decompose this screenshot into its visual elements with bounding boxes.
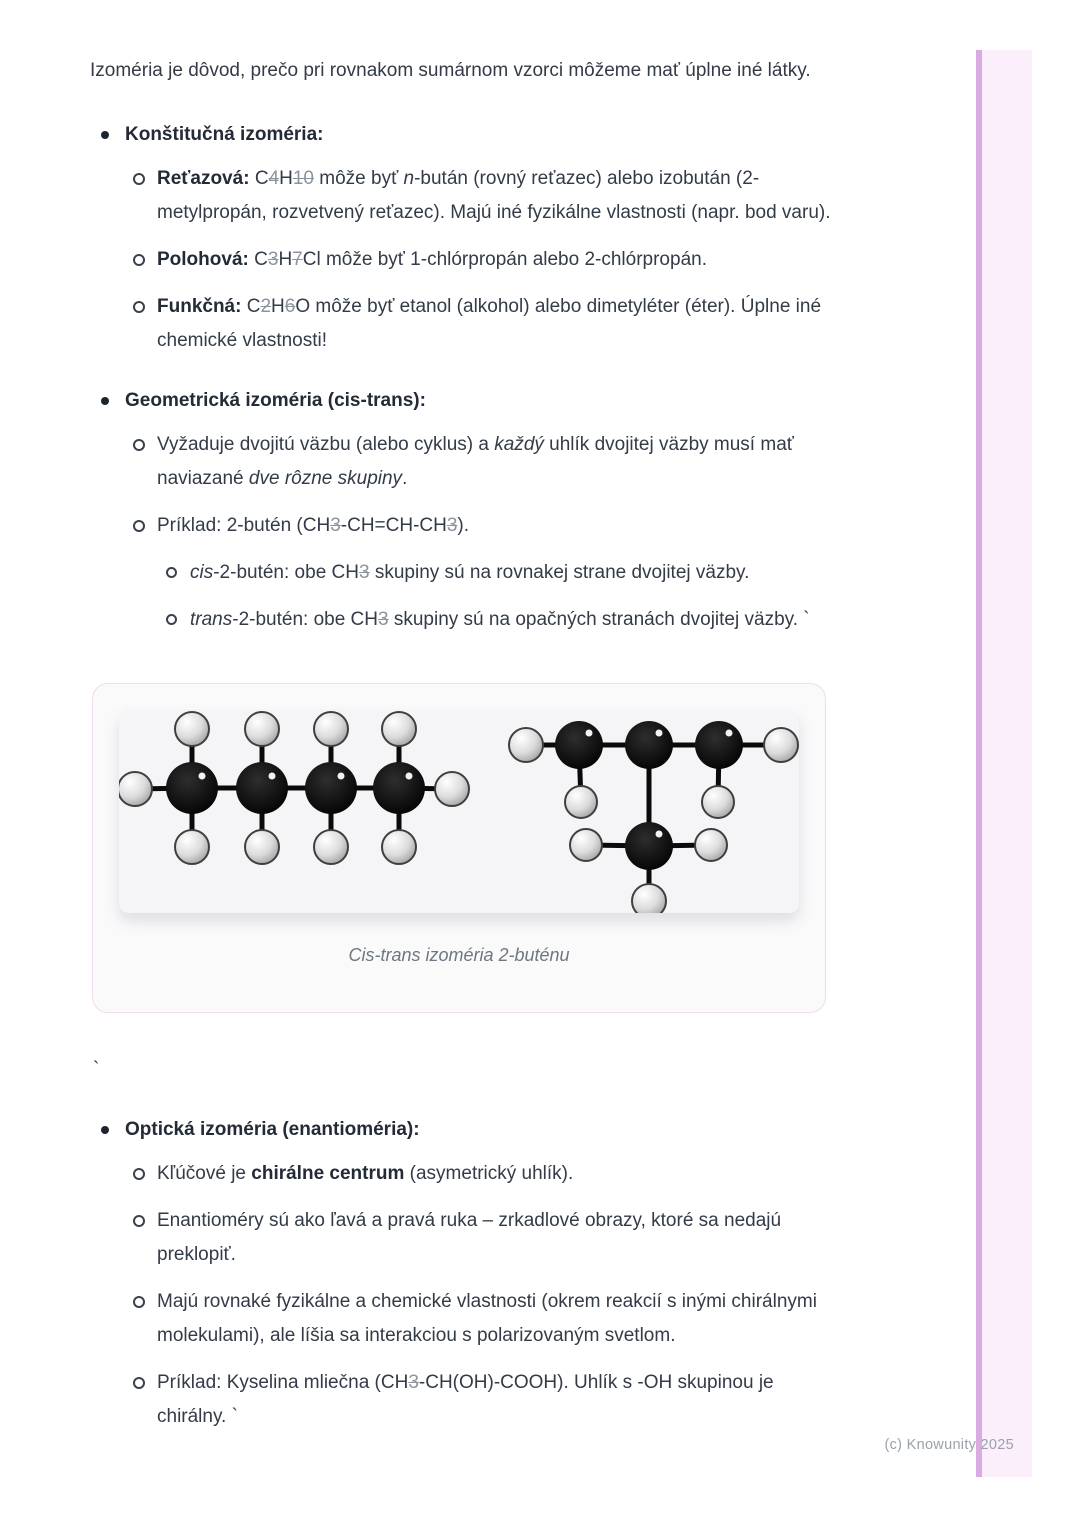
- carbon-atom: [236, 762, 288, 814]
- page-edge-stripe: [976, 50, 1032, 1477]
- carbon-atom: [373, 762, 425, 814]
- hydrogen-atom: [702, 786, 734, 818]
- intro-paragraph: [90, 54, 831, 88]
- list-item-text: [157, 1157, 831, 1191]
- copyright-watermark: (c) Knowunity 2025: [884, 1437, 1014, 1453]
- text-segment: 3: [358, 562, 370, 583]
- list-item: [125, 509, 831, 637]
- specular-highlight: [406, 773, 413, 780]
- list-item-text: [190, 556, 831, 590]
- carbon-atom: [695, 721, 743, 769]
- list-after-figure: [90, 1113, 831, 1434]
- text-segment: Enantioméry sú ako ľavá a pravá ruka – zrkadlové obrazy, ktoré sa nedajú preklopiť.: [157, 1210, 782, 1265]
- list-item: [125, 1366, 831, 1434]
- text-segment: 2: [260, 296, 272, 317]
- specular-highlight: [338, 773, 345, 780]
- bullet-list-level-2: [125, 428, 831, 637]
- molecule-image: [119, 710, 799, 913]
- text-segment: O môže byť etanol (alkohol) alebo dimetyléter (éter). Úplne iné chemické vlastnosti!: [157, 296, 822, 351]
- text-segment: trans: [190, 609, 233, 630]
- text-segment: 3: [408, 1372, 419, 1393]
- isobutane-model: [509, 721, 798, 913]
- text-segment: H: [278, 249, 293, 270]
- text-segment: 3: [446, 515, 458, 536]
- document-content: [90, 54, 831, 1434]
- text-segment: Funkčná:: [157, 296, 247, 317]
- hydrogen-atom: [632, 884, 666, 913]
- text-segment: skupiny sú na opačných stranách dvojitej väzby. `: [388, 609, 810, 630]
- text-segment: -2-butén: obe CH: [232, 609, 378, 630]
- text-segment: Konštitučná izoméria:: [125, 124, 324, 145]
- bullet-list-level-1: [90, 1113, 831, 1434]
- text-segment: dve rôzne skupiny: [248, 468, 403, 489]
- list-before-figure: [90, 118, 831, 637]
- list-item-text: [190, 603, 831, 637]
- list-item: [125, 162, 831, 230]
- hydrogen-atom: [565, 786, 597, 818]
- text-segment: -bután (rovný reťazec) alebo izobután (2-metylpropán, rozvetvený reťazec). Majú iné fyzikálne vlastnosti (napr. bod varu).: [157, 168, 831, 223]
- list-item-text: [157, 1366, 831, 1434]
- text-segment: Optická izoméria (enantioméria):: [125, 1119, 420, 1140]
- list-item: [157, 603, 831, 637]
- text-segment: Príklad: Kyselina mliečna (CH: [157, 1372, 409, 1393]
- specular-highlight: [656, 831, 663, 838]
- molecule-models-svg: [119, 710, 799, 913]
- bullet-list-level-1: [90, 118, 831, 637]
- text-segment: Izoméria je dôvod, prečo pri rovnakom sumárnom vzorci môžeme mať úplne iné látky.: [90, 60, 811, 81]
- text-segment: -CH=CH-CH: [340, 515, 447, 536]
- carbon-atom: [305, 762, 357, 814]
- text-segment: Reťazová:: [157, 168, 255, 189]
- hydrogen-atom: [314, 830, 348, 864]
- text-segment: uhlík dvojitej väzby musí mať naviazané: [157, 434, 794, 489]
- bullet-list-level-2: [125, 162, 831, 358]
- specular-highlight: [586, 730, 593, 737]
- text-segment: 10: [292, 168, 314, 189]
- hydrogen-atom: [314, 712, 348, 746]
- carbon-atom: [166, 762, 218, 814]
- text-segment: 3: [267, 249, 279, 270]
- text-segment: každý: [494, 434, 544, 455]
- hydrogen-atom: [695, 829, 727, 861]
- hydrogen-atom: [175, 830, 209, 864]
- text-segment: Geometrická izoméria (cis-trans):: [125, 390, 426, 411]
- text-segment: .: [402, 468, 408, 489]
- hydrogen-atom: [509, 728, 543, 762]
- list-item: [125, 1204, 831, 1272]
- specular-highlight: [269, 773, 276, 780]
- list-item: [157, 556, 831, 590]
- carbon-atom: [625, 721, 673, 769]
- hydrogen-atom: [570, 829, 602, 861]
- list-item: [125, 1157, 831, 1191]
- list-item-text: [125, 118, 831, 152]
- carbon-atom: [555, 721, 603, 769]
- list-item: [125, 1285, 831, 1353]
- list-item-text: [125, 1113, 831, 1147]
- list-item-text: [157, 428, 831, 496]
- list-item-text: [157, 509, 831, 543]
- text-segment: Majú rovnaké fyzikálne a chemické vlastnosti (okrem reakcií s inými chirálnymi molekulami), ale líšia sa interakciou s polarizovaným svetlom.: [157, 1291, 817, 1346]
- text-segment: C: [254, 168, 269, 189]
- text-segment: Cl môže byť 1-chlórpropán alebo 2-chlórpropán.: [302, 249, 707, 270]
- text-segment: cis: [190, 562, 214, 583]
- text-segment: Vyžaduje dvojitú väzbu (alebo cyklus) a: [157, 434, 495, 455]
- list-item-text: [157, 290, 831, 358]
- text-segment: Príklad: 2-butén (CH: [157, 515, 331, 536]
- text-segment: 6: [284, 296, 296, 317]
- list-item: [125, 243, 831, 277]
- text-segment: H: [279, 168, 293, 189]
- list-item: [125, 290, 831, 358]
- hydrogen-atom: [382, 712, 416, 746]
- figure-card: [92, 683, 826, 1013]
- hydrogen-atom: [245, 830, 279, 864]
- bullet-list-level-2: [125, 1157, 831, 1434]
- list-item-text: [125, 384, 831, 418]
- hydrogen-atom: [245, 712, 279, 746]
- text-segment: C: [254, 249, 268, 270]
- hydrogen-atom: [435, 772, 469, 806]
- text-segment: 7: [292, 249, 303, 270]
- hydrogen-atom: [382, 830, 416, 864]
- specular-highlight: [656, 730, 663, 737]
- list-item-text: [157, 1204, 831, 1272]
- text-segment: 3: [378, 609, 389, 630]
- text-segment: ).: [457, 515, 470, 536]
- text-segment: môže byť: [314, 168, 404, 189]
- text-segment: 3: [330, 515, 341, 536]
- text-segment: chirálne centrum: [251, 1163, 405, 1184]
- text-segment: n: [403, 168, 415, 189]
- text-segment: H: [271, 296, 285, 317]
- bullet-list-level-3: [157, 556, 831, 637]
- list-item-text: [157, 243, 831, 277]
- list-item-text: [157, 1285, 831, 1353]
- hydrogen-atom: [764, 728, 798, 762]
- n-butane-model: [119, 712, 469, 864]
- text-segment: Kľúčové je: [157, 1163, 252, 1184]
- text-segment: C: [246, 296, 261, 317]
- text-segment: -2-butén: obe CH: [213, 562, 359, 583]
- text-segment: -CH(OH)-COOH). Uhlík s -OH skupinou je chirálny. `: [157, 1372, 774, 1427]
- list-item: [90, 118, 831, 358]
- figure-caption: Cis-trans izoméria 2-buténu: [348, 945, 570, 965]
- text-segment: (asymetrický uhlík).: [404, 1163, 574, 1184]
- text-segment: 4: [268, 168, 280, 189]
- list-item: [125, 428, 831, 496]
- hydrogen-atom: [119, 772, 152, 806]
- list-item: [90, 1113, 831, 1434]
- specular-highlight: [726, 730, 733, 737]
- hydrogen-atom: [175, 712, 209, 746]
- text-segment: skupiny sú na rovnakej strane dvojitej väzby.: [369, 562, 750, 583]
- stray-backtick: `: [93, 1059, 100, 1080]
- text-segment: Polohová:: [157, 249, 255, 270]
- list-item-text: [157, 162, 831, 230]
- carbon-atom: [625, 822, 673, 870]
- specular-highlight: [199, 773, 206, 780]
- list-item: [90, 384, 831, 637]
